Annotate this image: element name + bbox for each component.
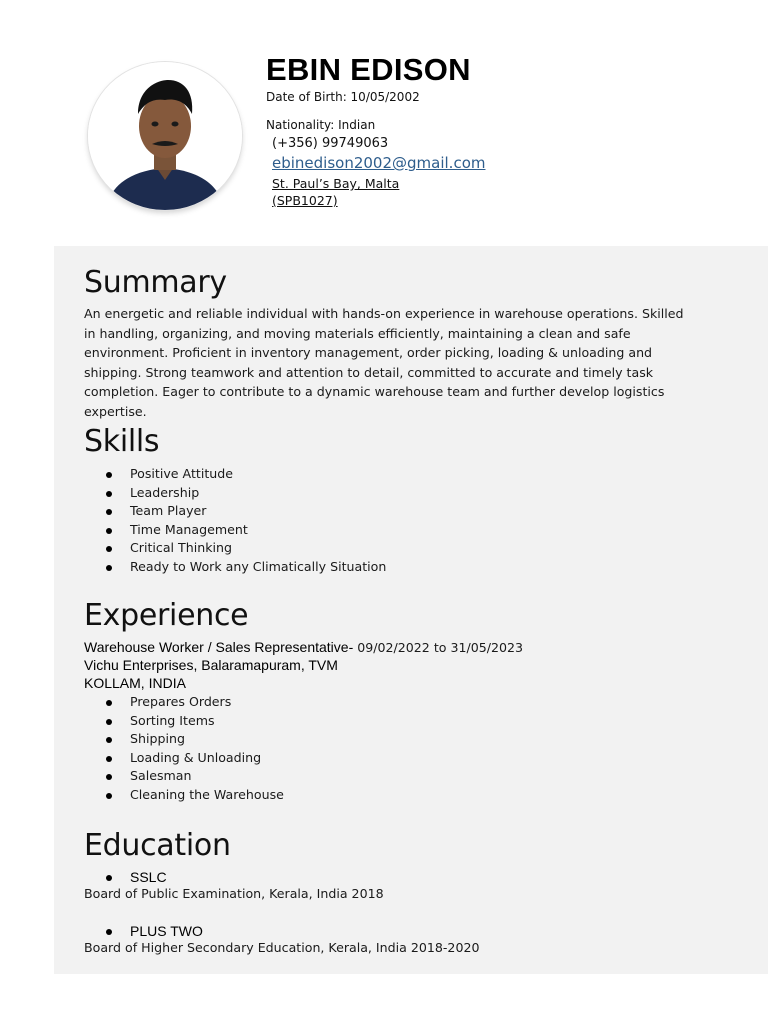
education-title-plus-two: PLUS TWO [84, 923, 203, 939]
list-item: Shipping [84, 730, 284, 749]
company-name: Vichu Enterprises, Balaramapuram, TVM [84, 657, 338, 673]
bullet-icon [106, 737, 112, 743]
summary-heading: Summary [84, 265, 227, 300]
bullet-icon [106, 756, 112, 762]
list-item: Leadership [84, 484, 386, 503]
summary-text: An energetic and reliable individual with hands-on experience in warehouse operations. Skilled in handling, organizing, and moving materials efficiently, maintaining a clean and safe environment. Proficient in inventory management, order picking, loading & unloading and shipping. Strong teamwork and attention to detail, committed to accurate and timely task completion. Eager to contribute to a dynamic warehouse team and further develop logistics expertise. [84, 306, 684, 419]
bullet-icon [106, 793, 112, 799]
duties-list [84, 693, 284, 805]
bullet-icon [106, 509, 112, 515]
candidate-name: EBIN EDISON [266, 52, 471, 87]
list-item: Team Player [84, 502, 386, 521]
experience-heading: Experience [84, 598, 249, 633]
list-item: Ready to Work any Climatically Situation [84, 558, 386, 577]
bullet-icon [106, 929, 112, 935]
list-item: Salesman [84, 767, 284, 786]
list-item: Sorting Items [84, 712, 284, 731]
address-line-1: St. Paul’s Bay, Malta [272, 176, 400, 191]
education-title-sslc: SSLC [84, 869, 167, 885]
skills-list [84, 465, 386, 577]
bullet-icon [106, 491, 112, 497]
list-item: Prepares Orders [84, 693, 284, 712]
profile-photo [88, 62, 242, 210]
list-item: Critical Thinking [84, 539, 386, 558]
nationality: Nationality: Indian [266, 118, 376, 132]
education-detail-plus-two: Board of Higher Secondary Education, Kerala, India 2018-2020 [84, 940, 480, 955]
job-role [84, 639, 523, 655]
skills-heading: Skills [84, 424, 160, 459]
job-location: KOLLAM, INDIA [84, 675, 186, 691]
person-icon [88, 62, 242, 210]
job-title: Warehouse Worker / Sales Representative- [84, 639, 354, 655]
bullet-icon [106, 875, 112, 881]
phone-number: (+356) 99749063 [272, 136, 389, 151]
bullet-icon [106, 719, 112, 725]
list-item: Loading & Unloading [84, 749, 284, 768]
bullet-icon [106, 528, 112, 534]
bullet-icon [106, 565, 112, 571]
date-of-birth: Date of Birth: 10/05/2002 [266, 90, 420, 104]
list-item: Cleaning the Warehouse [84, 786, 284, 805]
bullet-icon [106, 546, 112, 552]
bullet-icon [106, 472, 112, 478]
education-heading: Education [84, 828, 231, 863]
education-detail-sslc: Board of Public Examination, Kerala, India 2018 [84, 886, 384, 901]
list-item: Positive Attitude [84, 465, 386, 484]
job-dates: 09/02/2022 to 31/05/2023 [353, 640, 524, 655]
address-line-2: (SPB1027) [272, 193, 338, 208]
email-link[interactable]: ebinedison2002@gmail.com [272, 154, 486, 172]
list-item: Time Management [84, 521, 386, 540]
bullet-icon [106, 774, 112, 780]
bullet-icon [106, 700, 112, 706]
